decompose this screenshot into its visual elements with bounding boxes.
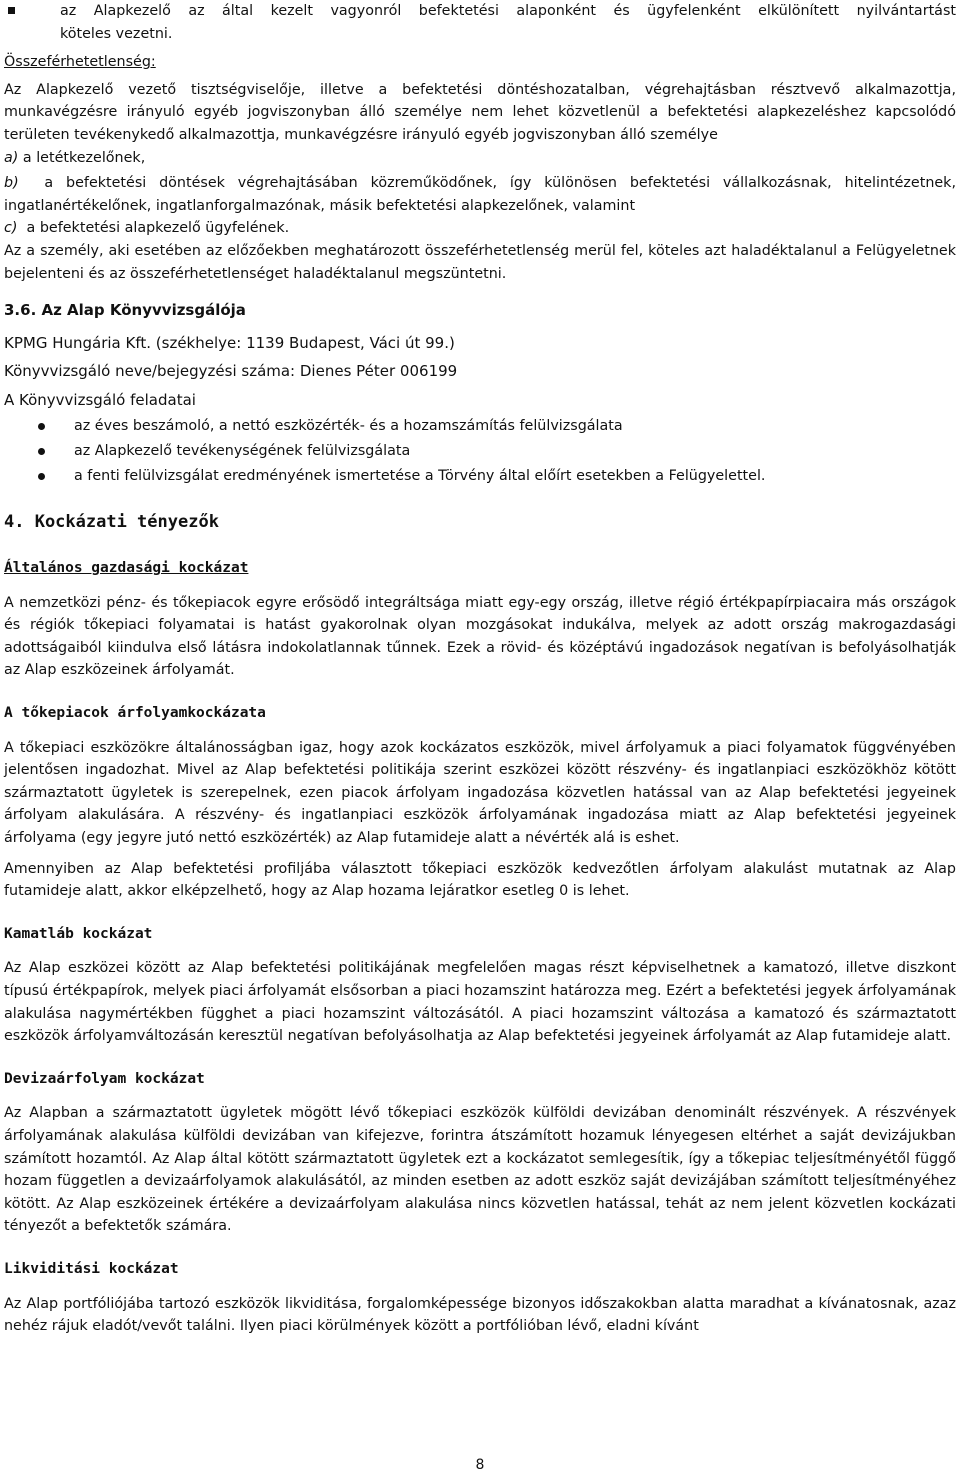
incompatibility-paragraph: Az Alapkezelő vezető tisztségviselője, illetve a befektetési döntéshozatalban, végrehajtásban résztvevő alkalmazottja, munkavégzésre irányuló egyéb jogviszonyban álló személye nem lehet közvetlenül a befektetési alapkezeléshez kapcsolódó területen tevékenykedő alkalmazottja, munkavégzésre irányuló egyéb jogviszonyban álló személye — [4, 81, 956, 143]
auditor-tasks-heading: A Könyvvizsgáló feladatai — [4, 390, 196, 409]
list-marker: a) — [4, 149, 19, 166]
fx-risk-heading: Devizaárfolyam kockázat — [4, 1070, 205, 1087]
list-item: az Alapkezelő tevékenységének felülvizsgálata — [4, 439, 956, 464]
capital-risk-text: Amennyiben az Alap befektetési profiljába választott tőkepiaci eszközök kedvezőtlen árfolyam alakulást mutatnak az Alap futamideje alatt, akkor elképzelhető, hogy az Alap hozama lejáratkor esetleg 0 is lehet. — [4, 860, 956, 900]
capital-risk-text: A tőkepiaci eszközökre általánosságban igaz, hogy azok kockázatos eszközök, mivel árfolyamuk a piaci folyamatok függvényében jelentősen ingadozhat. Mivel az Alap befektetési politikája szerint eszközei között részvény- és ingatlanpiaci eszközökhöz kötött származtatott ügyletek is szerepelnek, ezen piacok árfolyam ingadozása közvetlen hatással van az Alap befektetési jegyeinek árfolyam alakulására. A részvény- és ingatlanpiaci eszközök árfolyamának ingadozása miatt az Alap befektetési jegyeinek árfolyama (egy jegyre jutó nettó eszközérték) az Alap futamideje alatt a névérték alá is eshet. — [4, 739, 956, 847]
incompatibility-heading: Összeférhetetlenség: — [4, 54, 156, 71]
list-marker: b) — [4, 175, 19, 192]
risk-section-heading: 4. Kockázati tényezők — [4, 511, 219, 532]
list-text: a befektetési döntések végrehajtásában közreműködőnek, így különösen befektetési vállalkozásnak, hitelintézetnek, ingatlanértékelőnek, ingatlanforgalmazónak, másik befektetési alapkezelőnek, valamint — [4, 175, 956, 214]
bullet-dot-icon — [38, 423, 45, 430]
page-number: 8 — [475, 1457, 485, 1473]
list-marker: c) — [4, 220, 18, 237]
bullet-text-line: köteles vezetni. — [60, 25, 173, 42]
capital-risk-heading: A tőkepiacok árfolyamkockázata — [4, 705, 266, 722]
document-page — [4, 0, 956, 1338]
list-item: a fenti felülvizsgálat eredményének ismertetése a Törvény által előírt esetekben a Felügyelettel. — [4, 464, 956, 489]
list-text: a befektetési alapkezelő ügyfelének. — [26, 220, 290, 237]
auditor-company: KPMG Hungária Kft. (székhelye: 1139 Budapest, Váci út 99.) — [4, 333, 455, 352]
auditor-heading: 3.6. Az Alap Könyvvizsgálója — [4, 301, 246, 320]
bullet-item — [4, 0, 956, 45]
bullet-text-line: az Alapkezelő az által kezelt vagyonról befektetési alaponként és ügyfelenként elkülönített nyilvántartást — [60, 3, 956, 19]
liquidity-risk-heading: Likviditási kockázat — [4, 1260, 179, 1277]
list-item-b — [4, 172, 956, 217]
auditor-name: Könyvvizsgáló neve/bejegyzési száma: Dienes Péter 006199 — [4, 362, 458, 381]
list-item-a — [4, 147, 956, 170]
liquidity-risk-text: Az Alap portfóliójába tartozó eszközök likviditása, forgalomképessége bizonyos időszakokban alatta maradhat a kívánatosnak, azaz nehéz rájuk eladót/vevőt találni. Ilyen piaci körülmények között a portfólióban lévő, eladni kívánt — [4, 1295, 956, 1335]
bullet-dot-icon — [38, 448, 45, 455]
general-risk-text: A nemzetközi pénz- és tőkepiacok egyre erősödő integráltsága miatt egy-egy ország, illetve régió értékpapírpiacaira más országok és régiók tőkepiaci folyamatai is hatást gyakorolnak olyan mozgásokat indukálva, melyek az adott ország makrogazdasági adottságaiból kiindulva első látásra indokolatlannak tűnnek. Ezek a rövid- és középtávú ingadozások negatívan is befolyásolhatják az Alap eszközeinek árfolyamát. — [4, 594, 956, 679]
interest-risk-heading: Kamatláb kockázat — [4, 925, 153, 942]
list-text: a letétkezelőnek, — [22, 149, 146, 166]
incompatibility-paragraph: Az a személy, aki esetében az előzőekben meghatározott összeférhetetlenség merül fel, köteles azt haladéktalanul a Felügyeletnek bejelenteni és az összeférhetetlenséget haladéktalanul megszüntetni. — [4, 242, 956, 282]
list-item: az éves beszámoló, a nettó eszközérték- és a hozamszámítás felülvizsgálata — [4, 414, 956, 439]
fx-risk-text: Az Alapban a származtatott ügyletek mögött lévő tőkepiaci eszközök külföldi devizában denominált részvények. A részvények árfolyamának alakulása külföldi devizában van kifejezve, forintra átszámított hozamuk lényegesen eltérhet a saját devizájukban számított hozamtól. Az Alap által kötött származtatott ügyletek ezt a kockázatot semlegesítik, így a tőkepiac teljesítményétől függő hozam független a devizaárfolyamok alakulásától, az minden esetben az adott eszköz saját devizájában számított teljesítményéhez kötött. Az Alap eszközeinek értékére a devizaárfolyam alakulása nincs közvetlen hatással, tehát az nem jelent közvetlen kockázati tényezőt a befektetők számára. — [4, 1105, 956, 1235]
interest-risk-text: Az Alap eszközei között az Alap befektetési politikájának megfelelően magas részt képviselhetnek a kamatozó, illetve diszkont típusú értékpapírok, melyek piaci árfolyamát elsősorban a piaci hozamszint határozza meg. Ezért a befektetési jegyek árfolyamának alakulása nagymértékben függhet a piaci hozamszint változásától. A piaci hozamszint változása a kamatozó és származtatott eszközök árfolyamváltozásán keresztül negatívan befolyásolhatja az Alap befektetési jegyeinek árfolyamát az Alap futamideje alatt. — [4, 960, 956, 1045]
general-risk-heading: Általános gazdasági kockázat — [4, 560, 249, 577]
square-bullet-icon — [8, 7, 15, 14]
bullet-dot-icon — [38, 473, 45, 480]
list-item-c — [4, 217, 956, 240]
auditor-task-list — [4, 414, 956, 489]
